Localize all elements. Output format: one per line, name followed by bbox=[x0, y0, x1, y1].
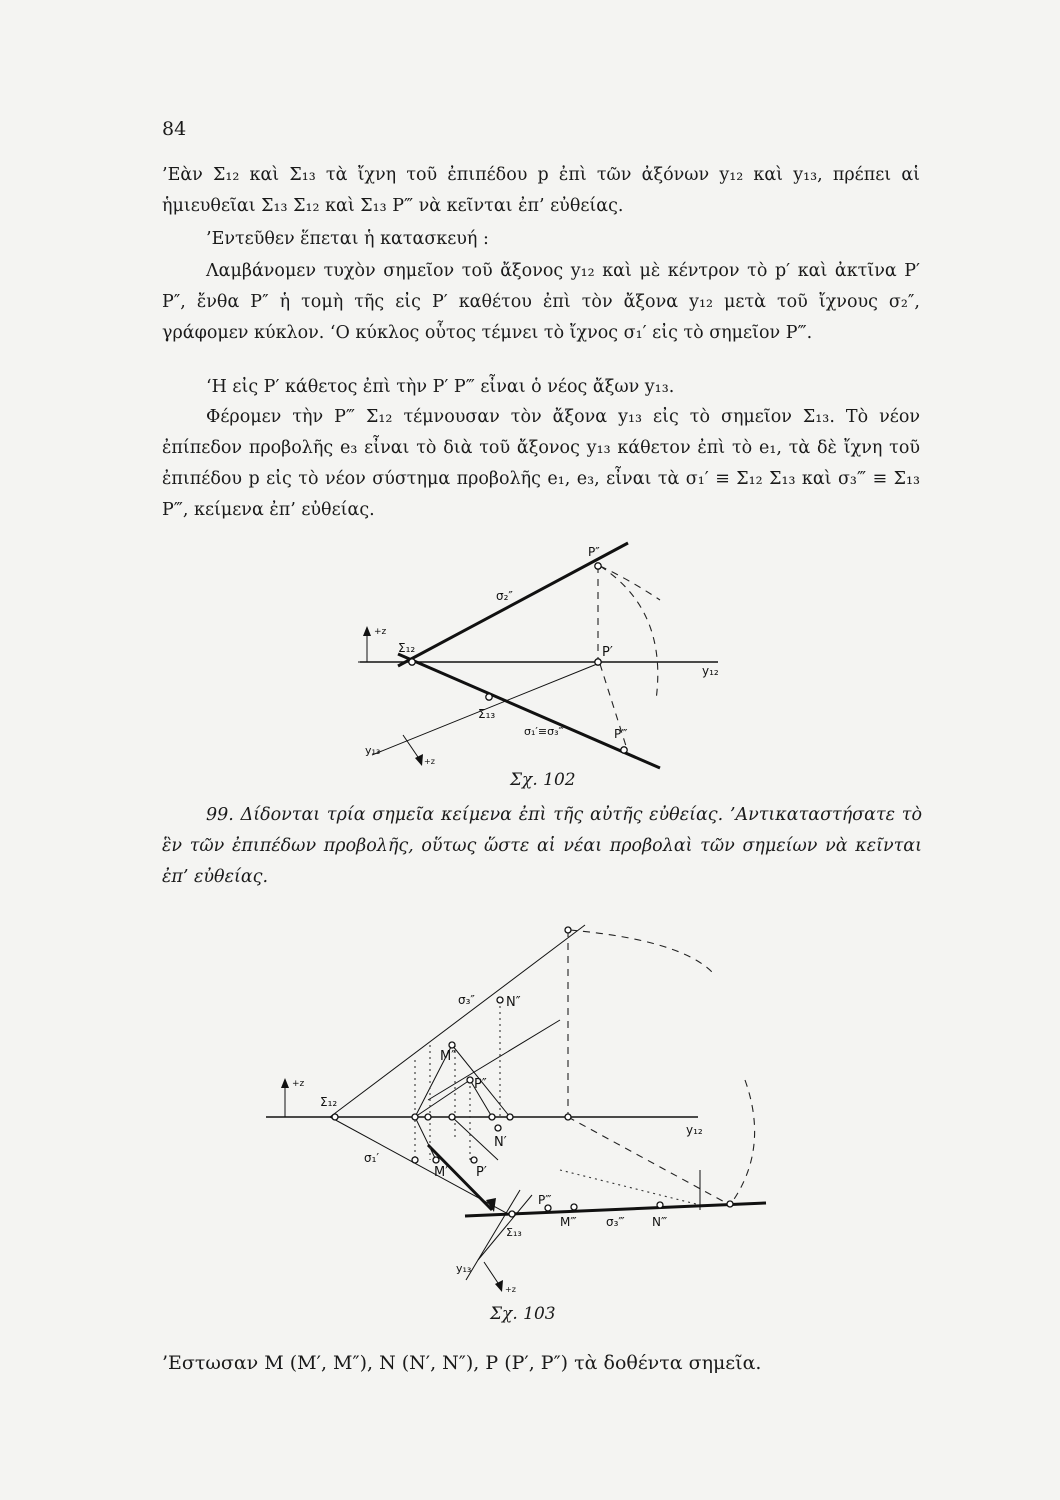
label-m-prime: M′ bbox=[434, 1165, 449, 1180]
paragraph-5: Φέρομεν τὴν P‴ Σ₁₂ τέμνουσαν τὸν ἄξονα y₁₃ εἰς τὸ σημεῖον Σ₁₃. Τὸ νέον ἐπίπεδον προβολῆς e₃ εἶναι τὸ διὰ τοῦ ἄξονος y₁₃ κάθετον ἐπὶ τὸ e₁, τὰ δὲ ἴχνη τοῦ ἐπιπέδου p εἰς τὸ νέον σύστημα προβολῆς e₁, e₃, εἶναι τὰ σ₁′ ≡ Σ₁₂ Σ₁₃ καὶ σ₃‴ ≡ Σ₁₃ P‴, κείμενα ἐπ’ εὐθείας. bbox=[162, 407, 920, 520]
label-sigma1-prime: σ₁′ bbox=[364, 1151, 380, 1165]
point-n-dd bbox=[497, 997, 503, 1003]
paragraph-7: ’Εστωσαν M (M′, M″), N (N′, N″), P (P′, P″) τὰ δοθέντα σημεῖα. bbox=[162, 1352, 762, 1374]
label-z-new-103: +z bbox=[505, 1285, 516, 1294]
label-sigma3-ttt: σ₃‴ bbox=[606, 1215, 625, 1229]
point-m-prime bbox=[433, 1157, 439, 1163]
label-n-dd: N″ bbox=[506, 995, 521, 1010]
point-axis-4 bbox=[489, 1114, 495, 1120]
dotted-right bbox=[560, 1170, 700, 1205]
paragraph-4: ‘Η εἰς P′ κάθετος ἐπὶ τὴν P′ P‴ εἶναι ὁ νέος ἄξων y₁₃. bbox=[206, 377, 675, 397]
label-p-double: P″ bbox=[588, 545, 600, 559]
point-axis-5 bbox=[507, 1114, 513, 1120]
point-m-prime-left bbox=[412, 1157, 418, 1163]
point-p-prime bbox=[471, 1157, 477, 1163]
label-z: +z bbox=[374, 627, 387, 637]
label-m-triple: M‴ bbox=[560, 1215, 577, 1229]
label-p-triple: P‴ bbox=[614, 727, 628, 741]
point-axis-1 bbox=[412, 1114, 418, 1120]
page-number: 84 bbox=[162, 118, 187, 140]
label-n-prime: N′ bbox=[494, 1135, 507, 1150]
point-p-dd bbox=[467, 1077, 473, 1083]
point-m-triple bbox=[571, 1204, 577, 1210]
label-p-triple: P‴ bbox=[538, 1193, 552, 1207]
z-new-arrow-103 bbox=[484, 1262, 500, 1286]
point-n-triple bbox=[657, 1202, 663, 1208]
point-m-dd bbox=[449, 1042, 455, 1048]
label-sigma12-103: Σ₁₂ bbox=[320, 1095, 338, 1109]
line-m-prime bbox=[415, 1117, 436, 1160]
point-sigma13-103 bbox=[509, 1211, 515, 1217]
label-traces: σ₁′≡σ₃‴ bbox=[524, 725, 565, 738]
point-axis-3 bbox=[449, 1114, 455, 1120]
line-to-p-dd bbox=[415, 1080, 470, 1117]
label-y13: y₁₃ bbox=[365, 744, 381, 757]
label-z-103: +z bbox=[292, 1079, 305, 1089]
dashed-arc-top bbox=[570, 930, 712, 972]
line-n-prime bbox=[452, 1117, 498, 1160]
point-axis-6 bbox=[565, 1114, 571, 1120]
label-p-dd: P″ bbox=[474, 1077, 487, 1092]
label-m-dd: M″ bbox=[440, 1049, 457, 1064]
label-sigma12: Σ₁₂ bbox=[398, 641, 416, 655]
paragraph-2: ’Εντεῦθεν ἕπεται ἡ κατασκευή : bbox=[206, 229, 489, 249]
caption-102: Σχ. 102 bbox=[510, 770, 576, 790]
z-arrow-head-103 bbox=[281, 1078, 289, 1088]
point-top bbox=[565, 927, 571, 933]
label-y12: y₁₂ bbox=[702, 664, 719, 678]
paragraph-1: ’Εὰν Σ₁₂ καὶ Σ₁₃ τὰ ἴχνη τοῦ ἐπιπέδου p ἐπὶ τῶν ἀξόνων y₁₂ καὶ y₁₃, πρέπει αἱ ἡμιευθεῖαι Σ₁₃ Σ₁₂ καὶ Σ₁₃ P‴ νὰ κεῖνται ἐπ’ εὐθείας. bbox=[162, 165, 920, 216]
label-n-triple: N‴ bbox=[652, 1215, 668, 1229]
label-sigma13-103: Σ₁₃ bbox=[506, 1226, 522, 1239]
label-p-prime: P′ bbox=[602, 645, 613, 660]
point-axis-2 bbox=[425, 1114, 431, 1120]
label-sigma13: Σ₁₃ bbox=[478, 707, 496, 721]
paragraph-6: 99. Δίδονται τρία σημεῖα κείμενα ἐπὶ τῆς αὐτῆς εὐθείας. ’Αντικαταστήσατε τὸ ἓν τῶν ἐπιπέδων προβολῆς, οὕτως ὥστε αἱ νέαι προβολαὶ τῶν σημείων νὰ κεῖνται ἐπ’ εὐθείας. bbox=[162, 805, 922, 887]
label-z-new: +z bbox=[424, 757, 435, 766]
point-arc-end bbox=[727, 1201, 733, 1207]
point-sigma12-103 bbox=[332, 1114, 338, 1120]
point-n-prime bbox=[495, 1125, 501, 1131]
label-sigma2: σ₂″ bbox=[496, 589, 513, 603]
paragraph-3: Λαμβάνομεν τυχὸν σημεῖον τοῦ ἄξονος y₁₂ καὶ μὲ κέντρον τὸ p′ καὶ ἀκτῖνα P′ P″, ἔνθα P″ ἡ τομὴ τῆς εἰς P′ καθέτου ἐπὶ τὸν ἄξονα y₁₂ μετὰ τοῦ ἴχνους σ₂″, γράφομεν κύκλον. ‘Ο κύκλος οὗτος τέμνει τὸ ἴχνος σ₁′ εἰς τὸ σημεῖον P‴. bbox=[162, 261, 920, 343]
label-p-prime: P′ bbox=[476, 1165, 487, 1180]
label-y12-103: y₁₂ bbox=[686, 1123, 703, 1137]
label-y13-103: y₁₃ bbox=[456, 1262, 472, 1275]
dashed-arc-bottom bbox=[730, 1080, 755, 1205]
caption-103: Σχ. 103 bbox=[490, 1304, 556, 1324]
z-new-head-103 bbox=[495, 1280, 503, 1292]
label-sigma3-dd: σ₃″ bbox=[458, 993, 475, 1007]
